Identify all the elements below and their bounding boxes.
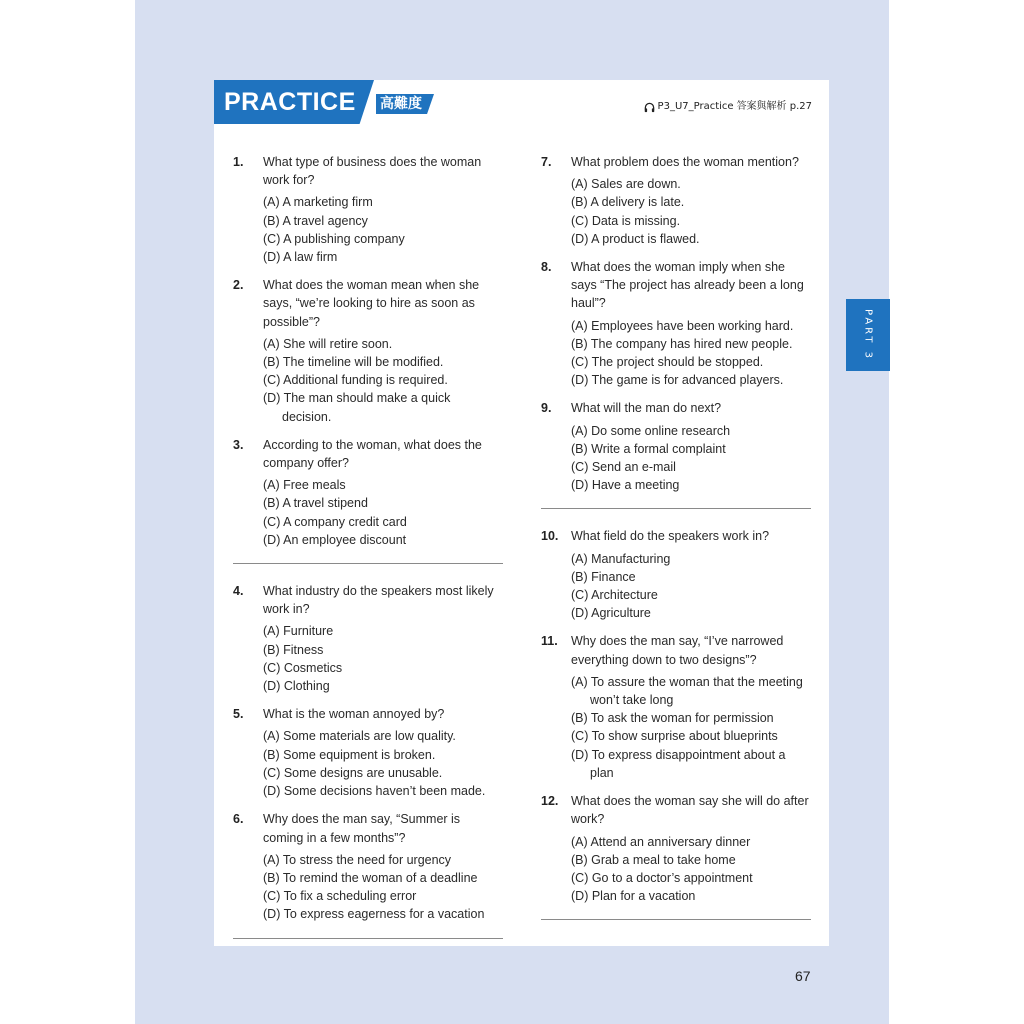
answer-option: (A) Do some online research bbox=[571, 423, 731, 438]
question-header bbox=[233, 276, 503, 331]
question-number: 7. bbox=[541, 155, 552, 169]
answer-option: (D) An employee discount bbox=[263, 532, 407, 547]
answer-option: (B) Grab a meal to take home bbox=[571, 852, 736, 867]
answer-option: (A) To assure the woman that the meeting won’t take long bbox=[571, 674, 803, 708]
question-item bbox=[541, 258, 811, 389]
question-item bbox=[233, 276, 503, 426]
answer-options bbox=[263, 335, 503, 426]
answer-option: (A) A marketing firm bbox=[263, 195, 373, 210]
answer-option: (C) Architecture bbox=[571, 588, 658, 603]
answer-option: (A) To stress the need for urgency bbox=[263, 852, 452, 867]
answer-option: (C) A publishing company bbox=[263, 231, 405, 246]
answer-option: (C) The project should be stopped. bbox=[571, 355, 764, 370]
question-item bbox=[233, 810, 503, 923]
question-header bbox=[541, 399, 811, 417]
question-header bbox=[541, 527, 811, 545]
answer-options bbox=[571, 833, 811, 906]
answer-options bbox=[571, 550, 811, 623]
question-header bbox=[233, 810, 503, 846]
answer-option: (D) To express eagerness for a vacation bbox=[263, 907, 485, 922]
answer-option: (A) Some materials are low quality. bbox=[263, 729, 456, 744]
section-divider bbox=[233, 563, 503, 564]
answer-option: (A) Attend an anniversary dinner bbox=[571, 834, 751, 849]
answer-option: (B) Finance bbox=[571, 569, 636, 584]
question-text: What problem does the woman mention? bbox=[571, 155, 799, 169]
question-number: 8. bbox=[541, 260, 552, 275]
right-column bbox=[541, 153, 811, 938]
part-side-tab bbox=[846, 299, 890, 371]
question-number: 11. bbox=[541, 634, 558, 649]
answer-option: (D) Plan for a vacation bbox=[571, 889, 696, 904]
question-number: 12. bbox=[541, 794, 559, 809]
question-number: 5. bbox=[233, 707, 244, 722]
audio-track-label: P3_U7_Practice bbox=[657, 101, 734, 112]
answer-option: (B) The company has hired new people. bbox=[571, 336, 793, 351]
answer-option: (D) A product is flawed. bbox=[571, 231, 700, 246]
answer-options bbox=[571, 317, 811, 390]
question-item bbox=[233, 705, 503, 800]
headphones-icon bbox=[644, 102, 655, 113]
question-item bbox=[541, 153, 811, 248]
question-text: What industry do the speakers most likely work in? bbox=[263, 584, 494, 617]
answer-option: (D) To express disappointment about a plan bbox=[571, 747, 786, 780]
answer-option: (C) To fix a scheduling error bbox=[263, 889, 417, 904]
left-column bbox=[233, 153, 503, 957]
answer-option: (B) To ask the woman for permission bbox=[571, 711, 774, 726]
answer-option: (A) She will retire soon. bbox=[263, 336, 393, 351]
question-number: 10. bbox=[541, 529, 559, 544]
answer-option: (D) The man should make a quick decision. bbox=[263, 391, 451, 424]
answer-option: (C) To show surprise about blueprints bbox=[571, 729, 778, 744]
answer-option: (C) Go to a doctor’s appointment bbox=[571, 870, 753, 885]
question-number: 9. bbox=[541, 401, 552, 416]
answer-options bbox=[263, 193, 503, 266]
question-header bbox=[233, 582, 503, 618]
question-text: What field do the speakers work in? bbox=[571, 529, 770, 544]
difficulty-label: 高難度 bbox=[380, 96, 422, 112]
answer-options bbox=[263, 727, 503, 800]
question-header bbox=[233, 153, 503, 189]
answer-option: (B) The timeline will be modified. bbox=[263, 355, 444, 370]
question-header bbox=[541, 792, 811, 828]
answer-option: (C) Cosmetics bbox=[263, 660, 343, 675]
answer-option: (C) Send an e-mail bbox=[571, 460, 676, 475]
question-item bbox=[233, 436, 503, 549]
answer-option: (D) Agriculture bbox=[571, 606, 651, 621]
page-title: PRACTICE bbox=[224, 88, 356, 116]
audio-reference bbox=[644, 100, 812, 114]
question-text: What does the woman say she will do after work? bbox=[571, 794, 809, 827]
answer-option: (B) Some equipment is broken. bbox=[263, 747, 436, 762]
answer-option: (D) Some decisions haven’t been made. bbox=[263, 784, 486, 799]
question-text: Why does the man say, “I’ve narrowed everything down to two designs”? bbox=[571, 634, 784, 667]
answer-option: (B) To remind the woman of a deadline bbox=[263, 870, 478, 885]
question-text: What is the woman annoyed by? bbox=[263, 707, 445, 722]
section-divider bbox=[233, 938, 503, 939]
question-text: According to the woman, what does the company offer? bbox=[263, 437, 482, 471]
part-label: PART 3 bbox=[862, 308, 874, 362]
answer-option: (B) Fitness bbox=[263, 642, 324, 657]
answer-option: (B) Write a formal complaint bbox=[571, 441, 726, 456]
answer-option: (D) The game is for advanced players. bbox=[571, 373, 784, 388]
answer-option: (A) Furniture bbox=[263, 624, 334, 639]
question-item bbox=[541, 399, 811, 494]
question-number: 2. bbox=[233, 278, 244, 293]
answer-option: (A) Sales are down. bbox=[571, 177, 681, 192]
answer-options bbox=[263, 622, 503, 695]
section-divider bbox=[541, 919, 811, 920]
answer-options bbox=[571, 673, 811, 782]
answer-option: (B) A travel stipend bbox=[263, 496, 368, 511]
answer-option: (A) Employees have been working hard. bbox=[571, 318, 794, 333]
answer-option: (D) A law firm bbox=[263, 250, 338, 265]
page-number: 67 bbox=[795, 968, 811, 984]
question-header bbox=[233, 436, 503, 472]
question-header bbox=[541, 258, 811, 313]
answer-option: (A) Free meals bbox=[263, 478, 346, 493]
answer-option: (D) Clothing bbox=[263, 679, 330, 694]
answer-option: (A) Manufacturing bbox=[571, 551, 671, 566]
question-number: 3. bbox=[233, 437, 244, 452]
question-item bbox=[541, 792, 811, 905]
question-number: 4. bbox=[233, 584, 244, 599]
question-header bbox=[233, 705, 503, 723]
question-text: Why does the man say, “Summer is coming in a few months”? bbox=[263, 812, 461, 845]
answer-page-reference: 答案與解析 p.27 bbox=[736, 101, 812, 112]
question-header bbox=[541, 632, 811, 668]
answer-option: (D) Have a meeting bbox=[571, 478, 680, 493]
question-item bbox=[233, 153, 503, 266]
answer-options bbox=[571, 422, 811, 495]
question-text: What does the woman mean when she says, “we’re looking to hire as soon as possible”? bbox=[263, 278, 480, 329]
question-number: 1. bbox=[233, 155, 244, 169]
question-item bbox=[233, 582, 503, 695]
question-header bbox=[541, 153, 811, 171]
question-number: 6. bbox=[233, 812, 244, 827]
answer-option: (C) Some designs are unusable. bbox=[263, 765, 443, 780]
answer-options bbox=[263, 476, 503, 549]
section-divider bbox=[541, 508, 811, 509]
question-item bbox=[541, 527, 811, 622]
answer-options bbox=[263, 851, 503, 924]
answer-option: (B) A travel agency bbox=[263, 213, 368, 228]
answer-option: (C) Data is missing. bbox=[571, 213, 681, 228]
answer-option: (C) Additional funding is required. bbox=[263, 373, 448, 388]
question-text: What type of business does the woman work for? bbox=[263, 155, 482, 188]
answer-options bbox=[571, 175, 811, 248]
answer-option: (C) A company credit card bbox=[263, 514, 407, 529]
question-text: What does the woman imply when she says “The project has already been a long haul”? bbox=[571, 260, 804, 311]
answer-option: (B) A delivery is late. bbox=[571, 195, 685, 210]
question-item bbox=[541, 632, 811, 782]
question-text: What will the man do next? bbox=[571, 401, 722, 416]
